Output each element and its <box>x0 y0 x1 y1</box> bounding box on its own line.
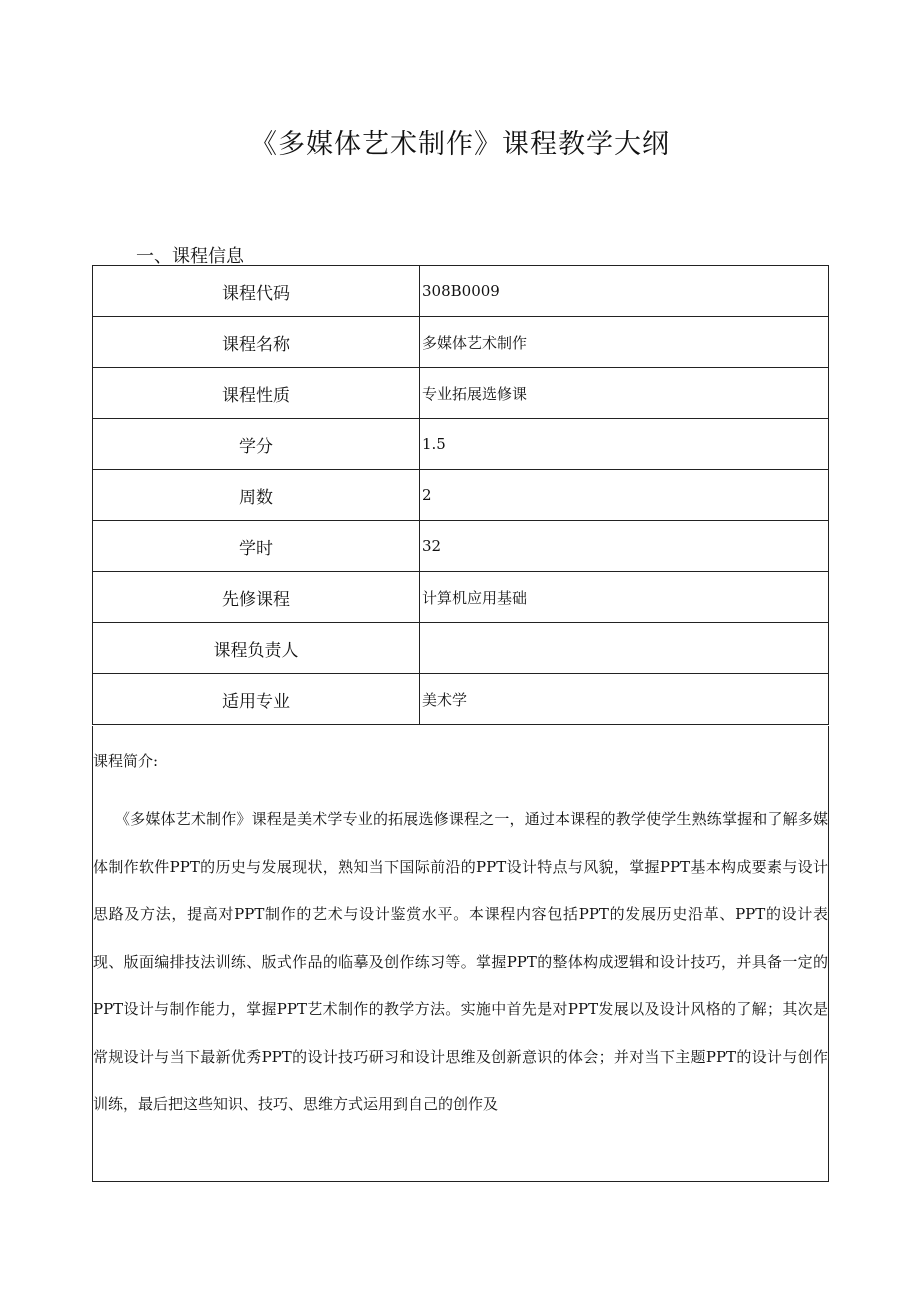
course-introduction-box <box>92 726 829 1182</box>
row-label: 课程负责人 <box>93 623 420 674</box>
table-row <box>93 623 829 674</box>
row-value: 32 <box>420 521 829 572</box>
row-label: 先修课程 <box>93 572 420 623</box>
row-label: 学分 <box>93 419 420 470</box>
course-info-table <box>92 265 829 725</box>
row-label: 课程代码 <box>93 266 420 317</box>
row-value: 美术学 <box>420 674 829 725</box>
table-row <box>93 521 829 572</box>
introduction-label: 课程简介: <box>93 752 159 770</box>
table-row <box>93 419 829 470</box>
table-row <box>93 470 829 521</box>
table-row <box>93 674 829 725</box>
row-value: 多媒体艺术制作 <box>420 317 829 368</box>
table-row <box>93 317 829 368</box>
row-value <box>420 623 829 674</box>
section-heading-course-info: 一、课程信息 <box>136 246 244 267</box>
row-label: 学时 <box>93 521 420 572</box>
row-value: 1.5 <box>420 419 829 470</box>
row-label: 周数 <box>93 470 420 521</box>
row-value: 308B0009 <box>420 266 829 317</box>
table-row <box>93 368 829 419</box>
row-value: 计算机应用基础 <box>420 572 829 623</box>
row-label: 适用专业 <box>93 674 420 725</box>
page-title: 《多媒体艺术制作》课程教学大纲 <box>250 129 670 160</box>
row-value: 2 <box>420 470 829 521</box>
table-row <box>93 266 829 317</box>
row-label: 课程名称 <box>93 317 420 368</box>
row-value: 专业拓展选修课 <box>420 368 829 419</box>
row-label: 课程性质 <box>93 368 420 419</box>
table-row <box>93 572 829 623</box>
introduction-text: 《多媒体艺术制作》课程是美术学专业的拓展选修课程之一，通过本课程的教学使学生熟练掌握和了解多媒体制作软件PPT的历史与发展现状，熟知当下国际前沿的PPT设计特点与风貌，掌握PPT基本构成要素与设计思路及方法，提高对PPT制作的艺术与设计鉴赏水平。本课程内容包括PPT的发展历史沿革、PPT的设计表现、版面编排技法训练、版式作品的临摹及创作练习等。掌握PPT的整体构成逻辑和设计技巧，并具备一定的PPT设计与制作能力，掌握PPT艺术制作的教学方法。实施中首先是对PPT发展以及设计风格的了解；其次是常规设计与当下最新优秀PPT的设计技巧研习和设计思维及创新意识的体会；并对当下主题PPT的设计与创作训练，最后把这些知识、技巧、思维方式运用到自己的创作及 <box>93 810 828 1113</box>
